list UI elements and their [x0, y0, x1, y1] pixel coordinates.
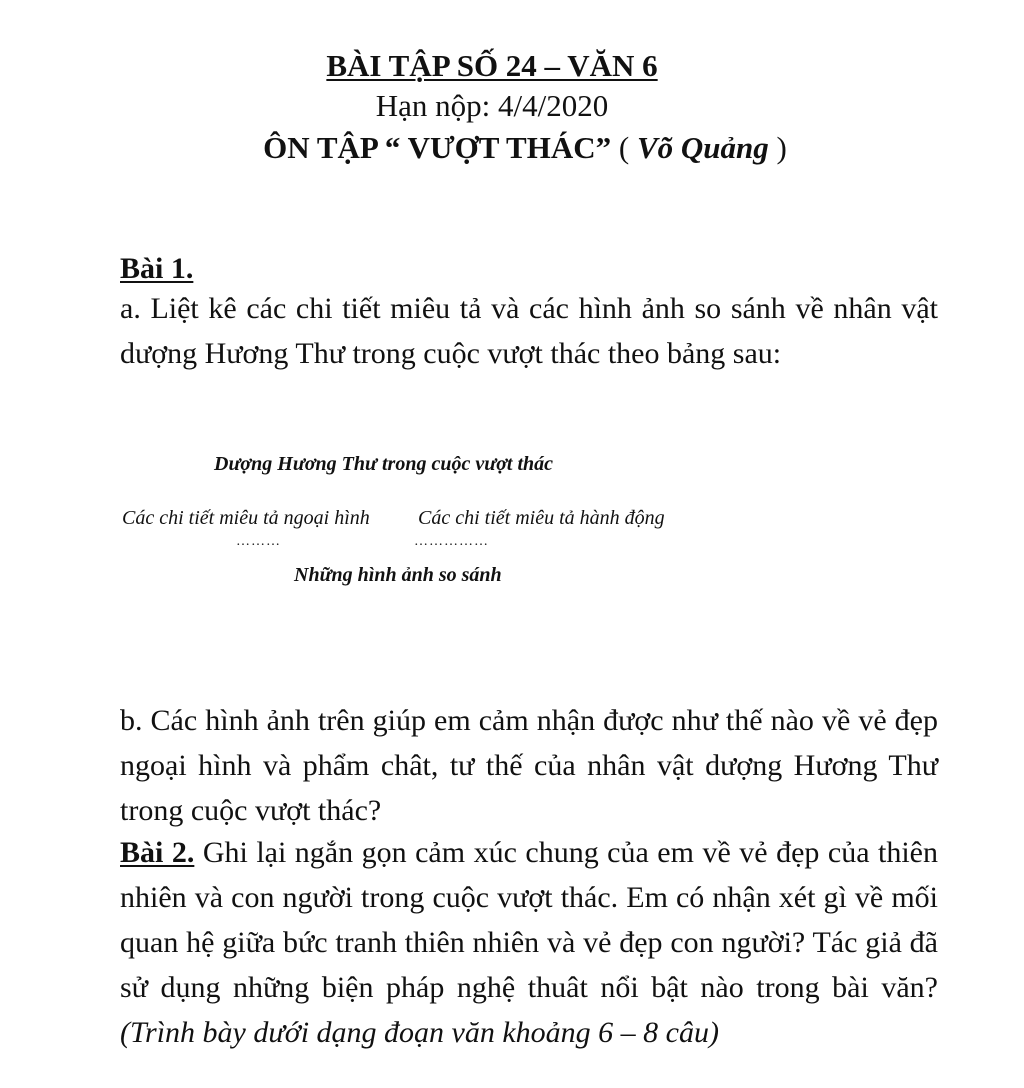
table-column-appearance: Các chi tiết miêu tả ngoại hình [122, 507, 370, 529]
author-open-paren: ( [618, 130, 630, 165]
exercise-2-body: Ghi lại ngắn gọn cảm xúc chung của em về vẻ đẹp của thiên nhiên và con người trong cuộc vượt thác. Em có nhận xét gì về mối quan hệ giữa bức tranh thiên nhiên và vẻ đẹp con người? Tác giả đã sử dụng những biện pháp nghệ thuât nổi bật nào trong bài văn? [120, 836, 938, 1004]
table-caption: Dượng Hương Thư trong cuộc vượt thác [214, 453, 554, 475]
author-name: Võ Quảng [636, 130, 769, 165]
table-comparison-header: Những hình ảnh so sánh [294, 564, 502, 586]
exercise-2-note: (Trình bày dưới dạng đoạn văn khoảng 6 – 8 câu) [120, 1016, 719, 1049]
exercise-2-heading: Bài 2. [120, 836, 195, 869]
exercise-1-part-b: b. Các hình ảnh trên giúp em cảm nhận được như thế nào về vẻ đẹp ngoại hình và phẩm chât, tư thế của nhân vật dượng Hương Thư trong cuộc vượt thác? [120, 704, 938, 827]
document-title-text: BÀI TẬP SỐ 24 – VĂN 6 [326, 48, 658, 83]
document-title [0, 46, 984, 86]
table-dots-actions: …………… [414, 534, 489, 549]
exercise-1-heading: Bài 1. [120, 252, 194, 285]
table-dots-appearance: ……… [236, 534, 281, 549]
lesson-subtitle [0, 128, 1024, 168]
lesson-subtitle-text: ÔN TẬP “ VƯỢT THÁC” [263, 130, 612, 165]
author-close-paren: ) [776, 130, 787, 165]
exercise-1-part-a: a. Liệt kê các chi tiết miêu tả và các hình ảnh so sánh về nhân vật dượng Hương Thư trong cuộc vượt thác theo bảng sau: [120, 292, 938, 370]
deadline: Hạn nộp: 4/4/2020 [375, 88, 609, 123]
exercise-2-paragraph [120, 830, 938, 1055]
table-column-actions: Các chi tiết miêu tả hành động [418, 507, 665, 529]
